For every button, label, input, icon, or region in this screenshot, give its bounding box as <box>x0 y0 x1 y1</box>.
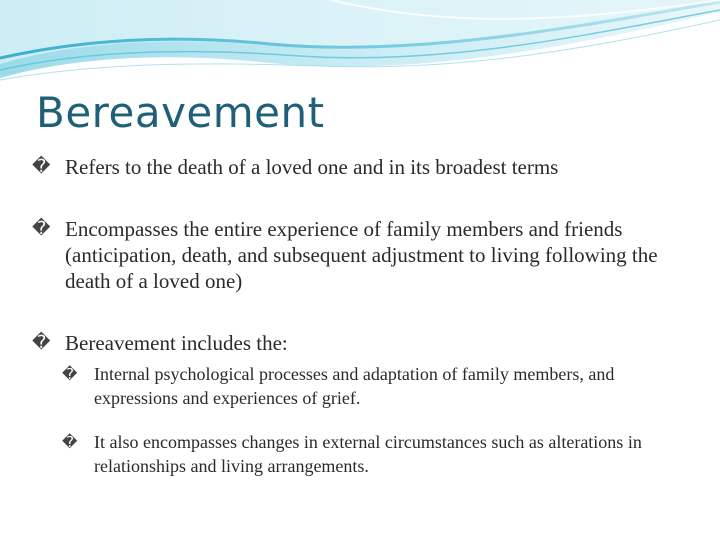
bullet-item <box>32 216 692 294</box>
slide-title: Bereavement <box>36 88 325 137</box>
sub-bullet-text: It also encompasses changes in external circumstances such as alterations in relationships and living arrangements. <box>94 432 642 476</box>
bullet-marker-icon: � <box>32 218 51 239</box>
sub-bullet-list <box>62 362 662 478</box>
bullet-marker-icon: � <box>62 365 78 383</box>
bullet-item <box>32 154 692 180</box>
bullet-marker-icon: � <box>62 433 78 451</box>
bullet-marker-icon: � <box>32 332 51 353</box>
bullet-text: Refers to the death of a loved one and in its broadest terms <box>65 155 559 179</box>
bullet-list <box>32 154 692 478</box>
bullet-text: Encompasses the entire experience of family members and friends (anticipation, death, and subsequent adjustment to living following the death of a loved one) <box>65 217 658 293</box>
sub-bullet-item <box>62 362 662 410</box>
bullet-item <box>32 330 692 356</box>
sub-bullet-item <box>62 430 662 478</box>
bullet-text: Bereavement includes the: <box>65 331 288 355</box>
sub-bullet-text: Internal psychological processes and adaptation of family members, and expressions and experiences of grief. <box>94 364 615 408</box>
bullet-marker-icon: � <box>32 156 51 177</box>
